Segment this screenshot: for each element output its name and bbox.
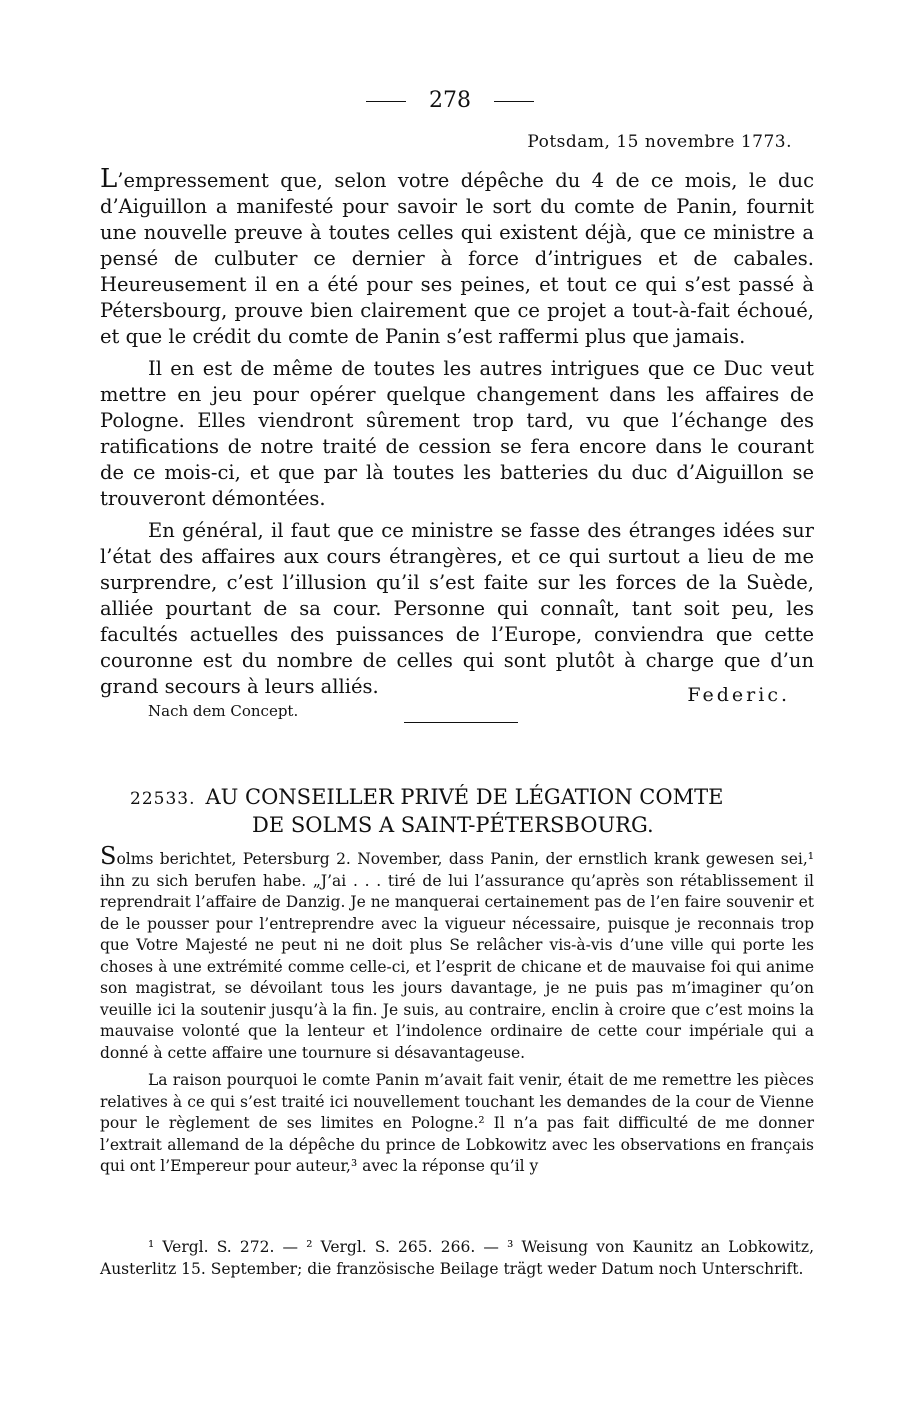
section-heading (130, 784, 790, 838)
page-header (0, 88, 900, 114)
letter-paragraph: En général, il faut que ce ministre se fasse des étranges idées sur l’état des affaires aux cours étrangères, et ce qui surtout a lieu de me surprendre, c’est l’illusion qu’il s’est faite sur les forces de la Suède, alliée pourtant de sa cour. Personne qui connaît, tant soit peu, les facultés actuelles des puissances de l’Europe, conviendra que cette couronne est du nombre de celles qui sont plutôt à charge que d’un grand secours à leurs alliés. (100, 519, 814, 698)
section-number: 22533. (130, 789, 196, 809)
section-divider (404, 722, 518, 723)
signature: Federic. (687, 684, 790, 706)
heading-line-1 (130, 784, 790, 812)
report-paragraph-text: olms berichtet, Petersburg 2. November, dass Panin, der ernstlich krank gewesen sei,¹ ihn zu sich berufen habe. „J’ai . . . tiré de lui l’assurance qu’après son rétablissement il reprendrait l’affaire de Danzig. Je ne manquerai certainement pas de l’en faire souvenir et de le pousser pour l’entreprendre avec la vigueur nécessaire, puisque je reconnais trop que Votre Majesté ne peut ni ne doit plus Se relâcher vis-à-vis d’une ville qui porte les choses à une extrémité comme celle-ci, et l’esprit de chicane et de mauvaise foi qui anime son magistrat, se dévoilant tous les jours davantage, je ne puis pas m’imaginer qu’on veuille ici la soutenir jusqu’à la fin. Je suis, au contraire, enclin à croire que c’est moins la mauvaise volonté que la lenteur et l’indolence ordinaire de cette cour impériale qui a donné à cette affaire une tournure si désavantageuse. (100, 850, 814, 1062)
header-dash-right (494, 101, 534, 102)
drop-initial: L (100, 164, 118, 194)
footnotes: ¹ Vergl. S. 272. — ² Vergl. S. 265. 266. — ³ Weisung von Kaunitz an Lobkowitz, Austerlitz 15. September; die französische Beilage trägt weder Datum noch Unterschrift. (100, 1238, 814, 1278)
header-dash-left (366, 101, 406, 102)
report-body (100, 842, 814, 1184)
report-paragraph: La raison pourquoi le comte Panin m’avait fait venir, était de me remettre les pièces relatives à ce qui s’est traité ici nouvellement touchant les demandes de la cour de Vienne pour le règlement de ses limites en Pologne.² Il n’a pas fait difficulté de me donner l’extrait allemand de la dépêche du prince de Lobkowitz avec les observations en français qui ont l’Empereur pour auteur,³ avec la réponse qu’il y (100, 1071, 814, 1175)
letter-paragraph: Il en est de même de toutes les autres intrigues que ce Duc veut mettre en jeu pour opérer quelque changement dans les affaires de Pologne. Elles viendront sûrement trop tard, vu que l’échange des ratifications de notre traité de cession se fera encore dans le courant de ce mois-ci, et que par là toutes les batteries du duc d’Aiguillon se trouveront démontées. (100, 357, 814, 510)
letter-paragraph (100, 166, 814, 350)
letter-body (100, 166, 814, 706)
heading-title-2: DE SOLMS A SAINT-PÉTERSBOURG. (252, 813, 654, 837)
source-note: Nach dem Concept. (148, 702, 299, 720)
page-number: 278 (429, 88, 471, 113)
report-paragraph (100, 842, 814, 1064)
heading-title-1: AU CONSEILLER PRIVÉ DE LÉGATION COMTE (205, 785, 724, 809)
drop-initial: S (100, 842, 117, 870)
place-date: Potsdam, 15 novembre 1773. (527, 132, 792, 152)
letter-paragraph-text: ’empressement que, selon votre dépêche du 4 de ce mois, le duc d’Aiguillon a manifesté pour savoir le sort du comte de Panin, fournit une nouvelle preuve à toutes celles qui existent déjà, que ce ministre a pensé de culbuter ce dernier à force d’intrigues et de cabales. Heureusement il en a été pour ses peines, et tout ce qui s’est passé à Pétersbourg, prouve bien clairement que ce projet a tout-à-fait échoué, et que le crédit du comte de Panin s’est raffermi plus que jamais. (100, 169, 814, 348)
